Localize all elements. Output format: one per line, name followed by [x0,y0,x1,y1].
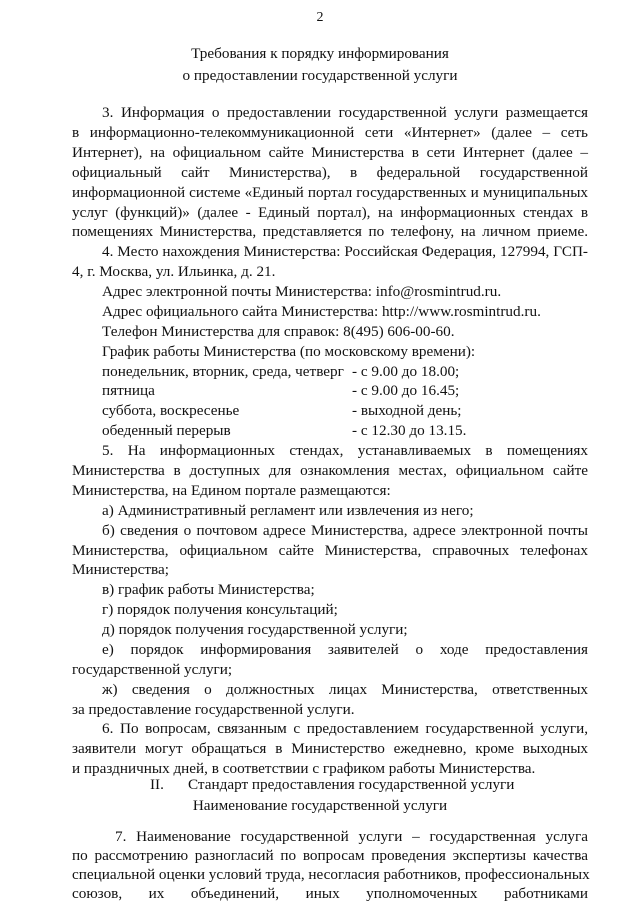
paragraph-6-line: и праздничных дней, в соответствии с графиком работы Министерства. [72,760,536,777]
page-number: 2 [316,10,324,25]
schedule-day: обеденный перерыв [102,422,231,439]
subsection-heading: Наименование государственной услуги [192,797,448,814]
section-title: Стандарт предоставления государственной услуги [188,776,515,793]
paragraph-5-line: Министерства в доступных для ознакомления местах, официальном сайте [72,462,588,479]
section-heading-line: Требования к порядку информирования [191,45,449,62]
list-item: Министерства; [72,561,169,578]
paragraph-5-line: Министерства, на Едином портале размещаются: [72,482,391,499]
schedule-time: - выходной день; [352,402,462,419]
paragraph-3-line: услуг (функций)» (далее - Единый портал), на информационных стендах в [72,204,588,221]
contact-website: Адрес официального сайта Министерства: http://www.rosmintrud.ru. [102,303,541,320]
list-item: а) Административный регламент или извлечения из него; [102,502,474,519]
list-item: д) порядок получения государственной услуги; [102,621,408,638]
list-item: ж) сведения о должностных лицах Министерства, ответственных [102,681,588,698]
paragraph-7-line: 7. Наименование государственной услуги – государственная услуга [115,828,588,845]
paragraph-4-line: 4. Место нахождения Министерства: Российская Федерация, 127994, ГСП- [102,243,588,260]
paragraph-7-line: специальной оценки условий труда, несогласия работников, профессиональных [72,866,590,883]
schedule-day: пятница [102,382,155,399]
paragraph-7-line: по рассмотрению разногласий по вопросам проведения экспертизы качества [72,847,588,864]
list-item: е) порядок информирования заявителей о ходе предоставления [102,641,588,658]
paragraph-3-line: информационной системе «Единый портал государственных и муниципальных [72,184,588,201]
paragraph-3-line: Интернет), на официальном сайте Министерства в сети Интернет (далее – [72,144,588,161]
paragraph-3-line: помещениях Министерства, представляется по телефону, на личном приеме. [72,223,588,240]
paragraph-6-line: заявители могут обращаться в Министерство ежедневно, кроме выходных [72,740,588,757]
list-item: Министерства, официальном сайте Министерства, справочных телефонах [72,542,588,559]
schedule-day: понедельник, вторник, среда, четверг [102,363,344,380]
paragraph-7-line: союзов, их объединений, иных уполномоченных работниками [72,885,588,902]
paragraph-4-line: 4, г. Москва, ул. Ильинка, д. 21. [72,263,276,280]
paragraph-6-line: 6. По вопросам, связанным с предоставлением государственной услуги, [102,720,588,737]
paragraph-3-line: официальный сайт Министерства), в федеральной государственной [72,164,588,181]
contact-phone: Телефон Министерства для справок: 8(495) 606-00-60. [102,323,455,340]
paragraph-3-line: 3. Информация о предоставлении государственной услуги размещается [102,104,588,121]
paragraph-3-line: в информационно-телекоммуникационной сети «Интернет» (далее – сеть [72,124,588,141]
paragraph-5-line: 5. На информационных стендах, устанавливаемых в помещениях [102,442,588,459]
schedule-time: - с 9.00 до 18.00; [352,363,460,380]
list-item: государственной услуги; [72,661,233,678]
schedule-time: - с 9.00 до 16.45; [352,382,460,399]
list-item: за предоставление государственной услуги. [72,701,355,718]
list-item: б) сведения о почтовом адресе Министерства, адресе электронной почты [102,522,588,539]
schedule-day: суббота, воскресенье [102,402,240,419]
contact-email: Адрес электронной почты Министерства: info@rosmintrud.ru. [102,283,502,300]
section-heading-line: о предоставлении государственной услуги [182,67,458,84]
list-item: в) график работы Министерства; [102,581,315,598]
list-item: г) порядок получения консультаций; [102,601,338,618]
schedule-heading: График работы Министерства (по московскому времени): [102,343,476,360]
section-numeral: II. [150,776,164,793]
schedule-time: - с 12.30 до 13.15. [352,422,467,439]
